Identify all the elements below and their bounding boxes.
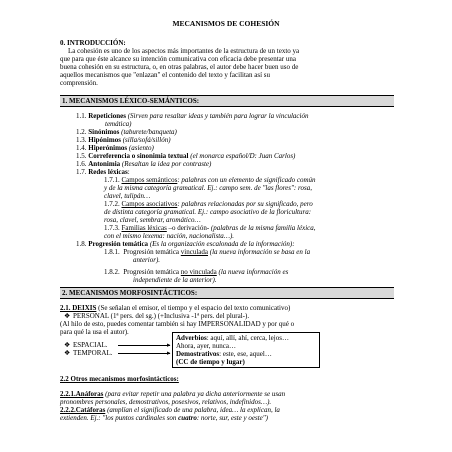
intro-line-4: aquellos mecanismos que "enlazan" el contenido del texto y facilitan así su — [60, 71, 271, 79]
item-1-8-2-cont: independiente de la anterior). — [133, 276, 217, 284]
item-1-8: 1.8. Progresión temática (Es la organización escalonada de la información): — [76, 240, 295, 248]
item-1-5: 1.5. Correferencia o sinonimia textual (el monarca español/D: Juan Carlos) — [76, 152, 296, 160]
item-1-7-2: 1.7.2. Campos asociativos: palabras relacionadas por su significado, pero — [104, 200, 313, 208]
item-1-7-1: 1.7.1. Campos semánticos: palabras con un elemento de significado común — [104, 176, 316, 184]
diamond-bullet-icon: ❖ — [64, 341, 71, 349]
otros-heading: 2.2 Otros mecanismos morfosintácticos: — [60, 375, 179, 383]
arrow-head-icon: ▸ — [167, 349, 171, 357]
item-1-8-1-cont: anterior). — [133, 256, 161, 264]
temporal-line: ❖ TEMPORAL. — [64, 349, 113, 357]
box-demostrativos: Demostrativos: este, ese, aquel… — [176, 350, 272, 358]
item-1-4: 1.4. Hiperónimos (asiento) — [76, 144, 154, 152]
item-1-8-2: 1.8.2. Progresión temática no vinculada (la nueva información es — [104, 268, 289, 276]
anaforas-line: 2.2.1.Anáforas (para evitar repetir una palabra ya dicha anteriormente se usan — [60, 390, 286, 398]
personal-line: ❖ PERSONAL (1ª pers. del sg.) (+Inclusiva -1ª pers. del plural-). — [64, 312, 250, 320]
section-1-heading: 1. MECANISMOS LÉXICO-SEMÁNTICOS: — [60, 95, 394, 107]
deixis-examples-box — [172, 332, 320, 368]
intro-line-3: buena cohesión en su estructura, o, en otras palabras, el autor debe hacer buen uso de — [60, 63, 299, 71]
item-1-2: 1.2. Sinónimos (taburete/banqueta) — [76, 128, 177, 136]
item-1-7-1-cont2: clavel, tulipán… — [104, 192, 151, 200]
diamond-bullet-icon: ❖ — [64, 312, 71, 320]
deixis-line: 2.1. DEIXIS (Se señalan el emisor, el tiempo y el espacio del texto comunicativo) — [60, 304, 291, 312]
item-1-3: 1.3. Hipónimos (silla/sofá/sillón) — [76, 136, 171, 144]
impersonal-note-cont: para qué la usa el autor). — [60, 328, 129, 336]
item-1-7-2-cont: de distinta categoría gramatical. Ej.: campo asociativo de la floricultura: — [104, 208, 312, 216]
box-ahora: Ahora, ayer, nunca… — [176, 342, 236, 350]
arrow-head-icon: ▸ — [167, 341, 171, 349]
cataforas-cont: extienden. Ej.: "los puntos cardinales son cuatro: norte, sur, este y oeste") — [60, 414, 269, 422]
item-1-6: 1.6. Antonimia (Resaltan la idea por contraste) — [76, 160, 212, 168]
espacial-line: ❖ ESPACIAL. — [64, 341, 108, 349]
cataforas-line: 2.2.2.Catáforas (amplían el significado de una palabra, idea… la explican, la — [60, 406, 280, 414]
anaforas-cont: pronombres personales, demostrativos, posesivos, relativos, indefinidos…). — [60, 398, 272, 406]
item-1-7-2-cont2: rosa, clavel, sembrar, aromático… — [104, 216, 201, 224]
intro-line-1: La cohesión es uno de los aspectos más importantes de la estructura de un texto ya — [68, 47, 300, 55]
section-2-heading: 2. MECANISMOS MORFOSINTÁCTICOS: — [60, 287, 394, 299]
item-1-7-3-cont: con el mismo lexema: nación, nacionalista…). — [104, 232, 235, 240]
item-1-8-1: 1.8.1. Progresión temática vinculada (la nueva información se basa en la — [104, 248, 311, 256]
box-adverbios: Adverbios: aquí, allí, ahí, cerca, lejos… — [176, 334, 289, 342]
intro-line-2: que para que éste alcance su intención comunicativa con eficacia debe presentar una — [60, 55, 296, 63]
page-title: MECANISMOS DE COHESIÓN — [172, 19, 280, 28]
item-1-7-1-cont: y de la misma categoría gramatical. Ej.: campo sem. de "las flores": rosa, — [104, 184, 312, 192]
arrow-line — [118, 345, 170, 346]
item-1-1-cont: temática) — [105, 120, 132, 128]
arrow-line — [118, 353, 170, 354]
intro-line-5: comprensión. — [60, 79, 98, 87]
item-1-7: 1.7. Redes léxicas: — [76, 168, 130, 176]
diamond-bullet-icon: ❖ — [64, 349, 71, 357]
intro-section — [60, 39, 390, 87]
box-cc: (CC de tiempo y lugar) — [176, 358, 245, 366]
intro-heading: 0. INTRODUCCIÓN: — [60, 39, 126, 47]
item-1-1: 1.1. Repeticiones (Sirven para resaltar ideas y también para lograr la vinculación — [76, 112, 309, 120]
impersonal-note: (Al hilo de esto, puedes comentar también si hay IMPERSONALIDAD y por qué o — [60, 320, 295, 328]
item-1-7-3: 1.7.3. Familias léxicas –o derivación- (palabras de la misma familia léxica, — [104, 224, 316, 232]
